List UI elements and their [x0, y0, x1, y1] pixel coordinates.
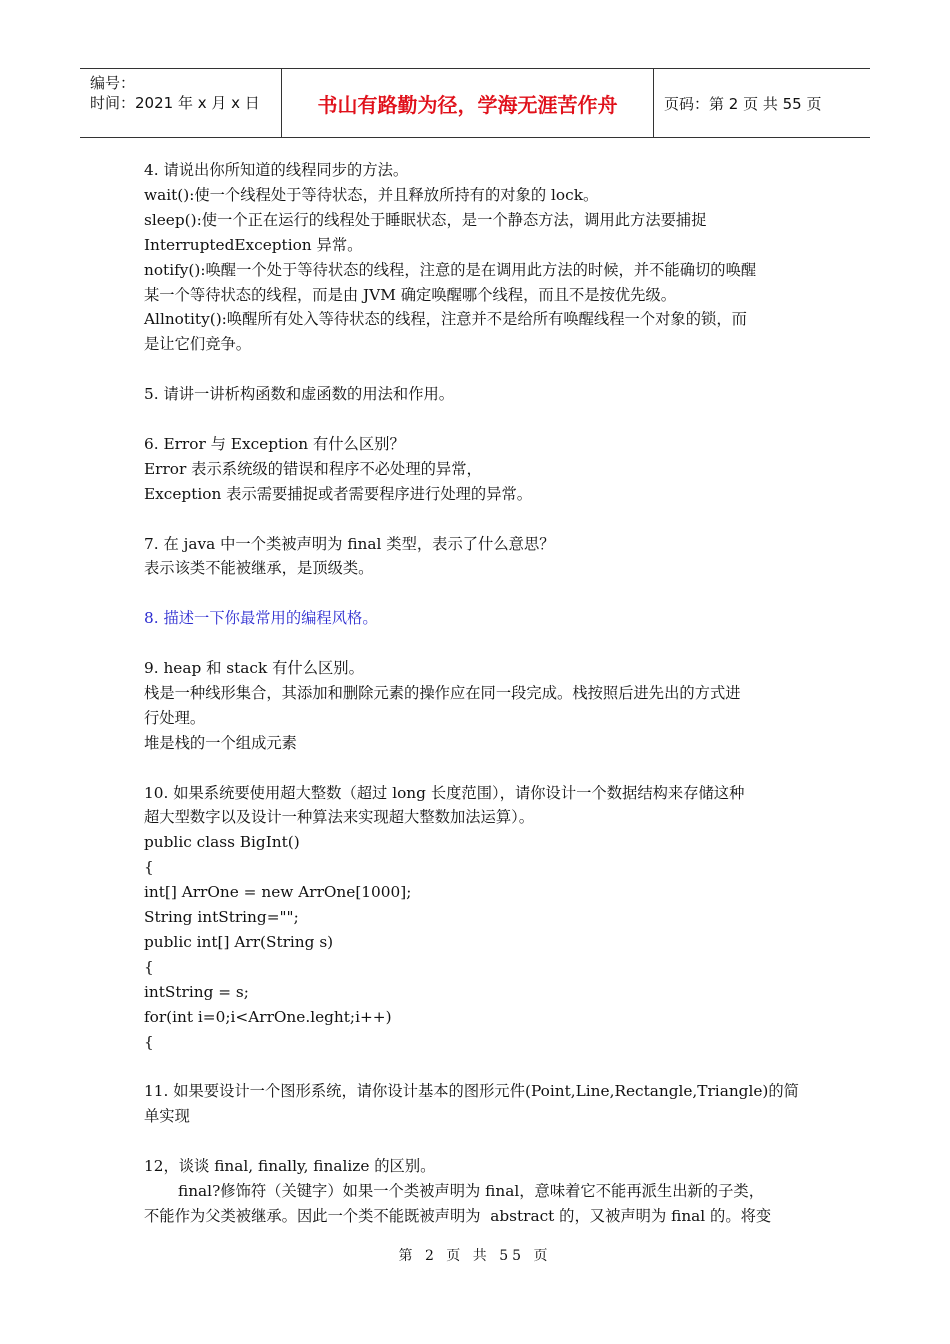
text-line: sleep():使一个正在运行的线程处于睡眠状态，是一个静态方法，调用此方法要捕捉 [144, 210, 707, 229]
text-line: 某一个等待状态的线程，而是由 JVM 确定唤醒哪个线程，而且不是按优先级。 [144, 285, 677, 304]
page-footer: 第 2 页 共 55 页 [398, 1248, 552, 1264]
document-body [144, 158, 808, 1229]
question-6-title: 6. Error 与 Exception 有什么区别？ [144, 434, 405, 453]
text-line: notify():唤醒一个处于等待状态的线程，注意的是在调用此方法的时候，并不能确切的唤醒 [144, 260, 757, 279]
text-line: Exception 表示需要捕捉或者需要程序进行处理的异常。 [144, 484, 533, 503]
question-12-title: 12，谈谈 final, finally, finalize 的区别。 [144, 1157, 436, 1176]
text-line: Error 表示系统级的错误和程序不必处理的异常， [144, 459, 482, 478]
code-label: 编号： [90, 74, 136, 92]
code-line: int[] ArrOne = new ArrOne[1000]; [144, 883, 412, 902]
header-meta [80, 69, 282, 137]
code-line: intString = s; [144, 982, 249, 1001]
question-9-title: 9. heap 和 stack 有什么区别。 [144, 659, 364, 678]
question-7-title: 7. 在 java 中一个类被声明为 final 类型，表示了什么意思？ [144, 534, 555, 553]
question-5-title: 5. 请讲一讲析构函数和虚函数的用法和作用。 [144, 385, 455, 404]
text-line: final?修饰符（关键字）如果一个类被声明为 final，意味着它不能再派生出新的子类， [178, 1182, 764, 1201]
question-8-title: 8. 描述一下你最常用的编程风格。 [144, 609, 378, 628]
text-line: 堆是栈的一个组成元素 [144, 733, 297, 752]
code-line: { [144, 957, 154, 976]
text-line: 超大型数字以及设计一种算法来实现超大整数加法运算）。 [144, 808, 535, 827]
question-10-title: 10. 如果系统要使用超大整数（超过 long 长度范围），请你设计一个数据结构来存储这种 [144, 783, 745, 802]
text-line: 是让它们竞争。 [144, 335, 252, 354]
code-line: { [144, 858, 154, 877]
text-line: InterruptedException 异常。 [144, 235, 363, 254]
text-line: wait():使一个线程处于等待状态，并且释放所持有的对象的 lock。 [144, 185, 599, 204]
question-4-title: 4. 请说出你所知道的线程同步的方法。 [144, 161, 409, 179]
text-line: 不能作为父类被继承。因此一个类不能既被声明为 abstract 的，又被声明为 final 的。将变 [144, 1206, 772, 1225]
code-line: for(int i=0;i<ArrOne.leght;i++) [144, 1007, 392, 1026]
time-label: 时间：2021 年 x 月 x 日 [90, 94, 260, 112]
text-line: 单实现 [144, 1107, 190, 1126]
text-line: 行处理。 [144, 708, 206, 727]
header-page-info: 页码：第 2 页 共 55 页 [664, 94, 822, 113]
code-line: public int[] Arr(String s) [144, 933, 334, 951]
text-line: 表示该类不能被继承，是顶级类。 [144, 559, 374, 578]
code-line: public class BigInt() [144, 833, 300, 852]
question-11-title: 11. 如果要设计一个图形系统，请你设计基本的图形元件(Point,Line,Rectangle,Triangle)的简 [144, 1082, 799, 1101]
text-line: 栈是一种线形集合，其添加和删除元素的操作应在同一段完成。栈按照后进先出的方式进 [144, 683, 741, 702]
page-header [80, 68, 870, 138]
code-line: { [144, 1032, 154, 1051]
header-motto: 书山有路勤为径，学海无涯苦作舟 [282, 69, 654, 137]
text-line: Allnotity():唤醒所有处入等待状态的线程，注意并不是给所有唤醒线程一个对象的锁，而 [144, 310, 747, 329]
code-line: String intString=""; [144, 908, 299, 927]
